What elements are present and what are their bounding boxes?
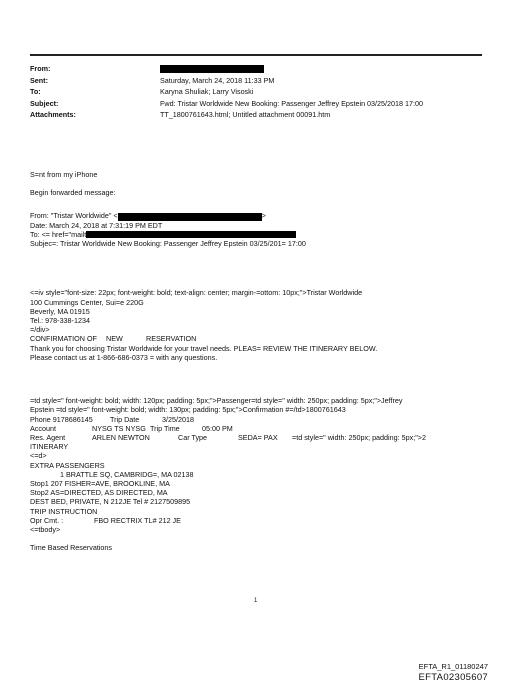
redaction-block xyxy=(86,231,296,238)
sent-row xyxy=(30,76,490,88)
begin-forward-line: Begin forwarded message: xyxy=(30,188,116,198)
fwd-date-line: Date: March 24, 2018 at 7:31:19 PM EDT xyxy=(30,220,163,230)
header-rule xyxy=(30,54,482,56)
body-line: DEST BED, PRIVATE, N 212JE Tel # 2127509895 xyxy=(30,497,191,507)
confirmation-heading: CONFIRMATION OF NEW RESERVATION xyxy=(30,334,197,344)
footer-ref-2: EFTA02305607 xyxy=(418,672,488,683)
time-based-line: Time Based Reservations xyxy=(30,543,113,553)
attachments-row xyxy=(30,110,490,122)
to-value: Karyna Shuliak; Larry Visoski xyxy=(160,87,254,96)
from-row xyxy=(30,64,490,76)
body-line: Tel.: 978-338-1234 xyxy=(30,315,90,325)
to-row xyxy=(30,87,490,99)
footer-ref-1: EFTA_R1_01180247 xyxy=(418,662,488,671)
sent-from-line: S=nt from my iPhone xyxy=(30,170,98,179)
attachments-label: Attachments: xyxy=(30,110,76,119)
body-line: ITINERARY xyxy=(30,442,69,452)
account-row: Account NYSG TS NYSG Trip Time 05:00 PM xyxy=(30,423,233,433)
subject-row xyxy=(30,99,490,111)
body-line: Please contact us at 1-866-686-0373 = with any questions. xyxy=(30,352,218,362)
body-line: =td style=" font-weight: bold; width: 120px; padding: 5px;">Passenger=td style=" width: 250px; padding: 5px;">Jeffrey xyxy=(30,396,403,406)
body-line: EXTRA PASSENGERS xyxy=(30,460,105,470)
from-label: From: xyxy=(30,64,51,73)
sent-value: Saturday, March 24, 2018 11:33 PM xyxy=(160,75,275,85)
fwd-from-prefix: From: "Tristar Worldwide" < xyxy=(30,211,118,221)
email-body xyxy=(30,170,490,553)
fwd-subject-line: Subjec=: Tristar Worldwide New Booking: Passenger Jeffrey Epstein 03/25/201= 17:00 xyxy=(30,239,306,249)
body-line: Stop1 207 FISHER=AVE, BROOKLINE, MA xyxy=(30,479,170,489)
phone-row: Phone 9178686145 Trip Date 3/25/2018 xyxy=(30,414,194,424)
body-line: <=tbody> xyxy=(30,525,61,535)
body-line: TRIP INSTRUCTION xyxy=(30,506,98,516)
body-line: 100 Cummings Center, Sui=e 220G xyxy=(30,297,144,307)
body-line: <=iv style="font-size: 22px; font-weight: bold; text-align: center; margin-=ottom: 10px;">Tristar Worldwide xyxy=(30,288,363,298)
to-label: To: xyxy=(30,87,41,96)
page-number: 1 xyxy=(254,598,258,604)
res-agent-row: Res. Agent ARLEN NEWTON Car Type SEDA= PAX =td style=" width: 250px; padding: 5px;">2 xyxy=(30,432,426,442)
body-line: Epstein =td style=" font-weight: bold; width: 130px; padding: 5px;">Confirmation #=/td>1800761643 xyxy=(30,405,346,415)
opr-cmt-row: Opr Cmt. : FBO RECTRIX TL# 212 JE xyxy=(30,515,181,525)
email-header xyxy=(30,64,490,122)
fwd-from-line xyxy=(30,211,490,220)
subject-value: Fwd: Tristar Worldwide New Booking: Passenger Jeffrey Epstein 03/25/2018 17:00 xyxy=(160,98,424,108)
body-line: 1 BRATTLE SQ, CAMBRIDG=, MA 02138 xyxy=(60,469,194,479)
fwd-to-prefix: To: <= href="mailt xyxy=(30,229,87,239)
fwd-to-line xyxy=(30,230,490,239)
from-value xyxy=(160,64,490,76)
subject-label: Subject: xyxy=(30,98,59,108)
body-line: Thank you for choosing Tristar Worldwide for your travel needs. PLEAS= REVIEW THE ITINERARY BELOW. xyxy=(30,343,378,353)
sent-label: Sent: xyxy=(30,75,48,85)
fwd-from-suffix: > xyxy=(261,211,266,221)
body-line: <=d> xyxy=(30,451,47,461)
attachments-value: TT_1800761643.html; Untitled attachment 00091.htm xyxy=(160,110,331,119)
body-line: Beverly, MA 01915 xyxy=(30,306,90,316)
redaction-block xyxy=(160,65,264,73)
body-line: =/div> xyxy=(30,325,50,335)
body-line: Stop2 AS=DIRECTED, AS DIRECTED, MA xyxy=(30,488,168,498)
redaction-block xyxy=(118,213,262,221)
